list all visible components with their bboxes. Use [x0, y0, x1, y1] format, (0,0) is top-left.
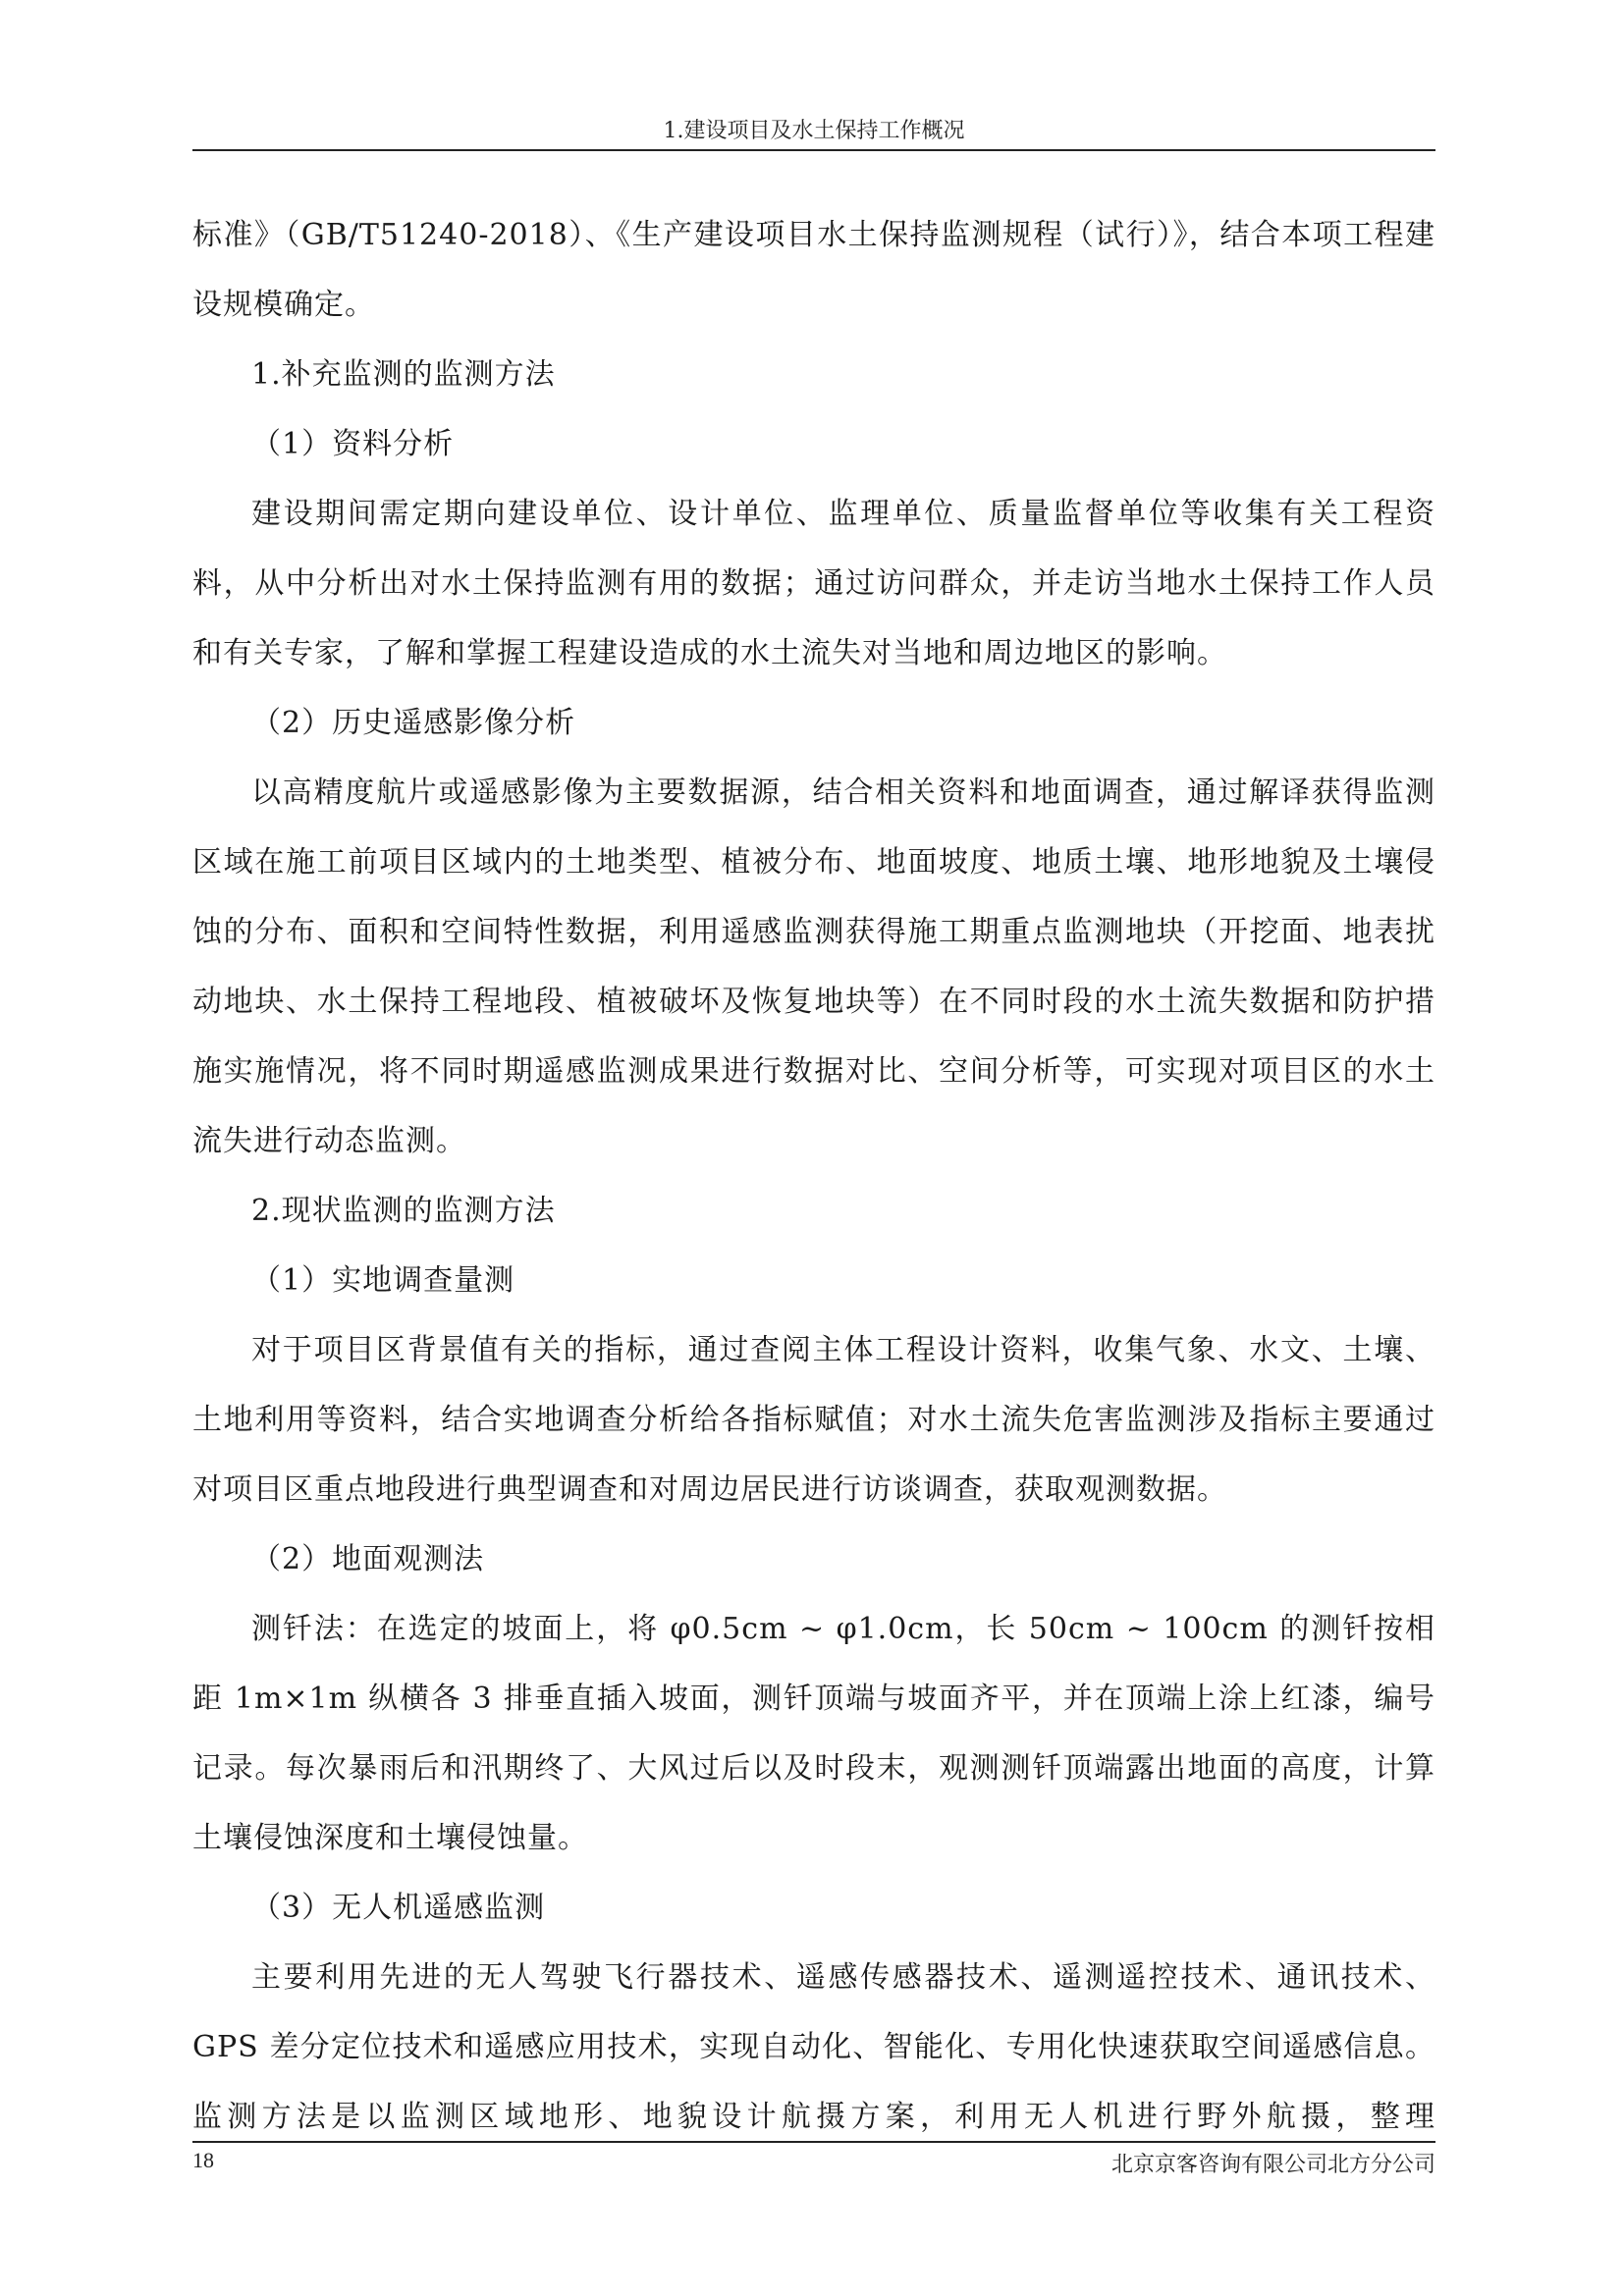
- paragraph-ground-observation: 测钎法：在选定的坡面上，将 φ0.5cm ~ φ1.0cm，长 50cm ~ 100cm 的测钎按相距 1m×1m 纵横各 3 排垂直插入坡面，测钎顶端与坡面齐平，并在顶端上涂上红漆，编号记录。每次暴雨后和汛期终了、大风过后以及时段末，观测测钎顶端露出地面的高度，计算土壤侵蚀深度和土壤侵蚀量。: [192, 1612, 1435, 1855]
- header-divider: [192, 149, 1435, 151]
- page-number: 18: [192, 2148, 214, 2172]
- heading-current-monitoring-methods: 2.现状监测的监测方法: [251, 1194, 556, 1228]
- subheading-uav-remote-sensing: （3）无人机遥感监测: [251, 1891, 546, 1925]
- subheading-field-survey: （1）实地调查量测: [251, 1263, 515, 1298]
- subheading-historical-remote-sensing: （2）历史遥感影像分析: [251, 706, 576, 740]
- body-text: [192, 200, 1435, 2152]
- paragraph-historical-remote-sensing: 以高精度航片或遥感影像为主要数据源，结合相关资料和地面调查，通过解译获得监测区域在施工前项目区域内的土地类型、植被分布、地面坡度、地质土壤、地形地貌及土壤侵蚀的分布、面积和空间特性数据，利用遥感监测获得施工期重点监测地块（开挖面、地表扰动地块、水土保持工程地段、植被破坏及恢复地块等）在不同时段的水土流失数据和防护措施实施情况，将不同时期遥感监测成果进行数据对比、空间分析等，可实现对项目区的水土流失进行动态监测。: [192, 775, 1435, 1158]
- subheading-data-analysis: （1）资料分析: [251, 427, 455, 461]
- running-header: 1.建设项目及水土保持工作概况: [663, 119, 965, 143]
- paragraph-standards-continuation: 标准》（GB/T51240-2018）、《生产建设项目水土保持监测规程（试行）》，结合本项工程建设规模确定。: [192, 218, 1435, 322]
- company-name: 北京京客咨询有限公司北方分公司: [1110, 2153, 1435, 2177]
- paragraph-data-analysis: 建设期间需定期向建设单位、设计单位、监理单位、质量监督单位等收集有关工程资料，从中分析出对水土保持监测有用的数据；通过访问群众，并走访当地水土保持工作人员和有关专家，了解和掌握工程建设造成的水土流失对当地和周边地区的影响。: [192, 497, 1435, 670]
- heading-supplementary-monitoring-methods: 1.补充监测的监测方法: [251, 357, 556, 392]
- paragraph-field-survey: 对于项目区背景值有关的指标，通过查阅主体工程设计资料，收集气象、水文、土壤、土地利用等资料，结合实地调查分析给各指标赋值；对水土流失危害监测涉及指标主要通过对项目区重点地段进行典型调查和对周边居民进行访谈调查，获取观测数据。: [192, 1333, 1435, 1507]
- paragraph-uav-remote-sensing: 主要利用先进的无人驾驶飞行器技术、遥感传感器技术、遥测遥控技术、通讯技术、GPS 差分定位技术和遥感应用技术，实现自动化、智能化、专用化快速获取空间遥感信息。监测方法是以监测区域地形、地貌设计航摄方案，利用无人机进行野外航摄，整理: [192, 1960, 1435, 2134]
- subheading-ground-observation: （2）地面观测法: [251, 1542, 485, 1576]
- footer-divider: [192, 2141, 1435, 2143]
